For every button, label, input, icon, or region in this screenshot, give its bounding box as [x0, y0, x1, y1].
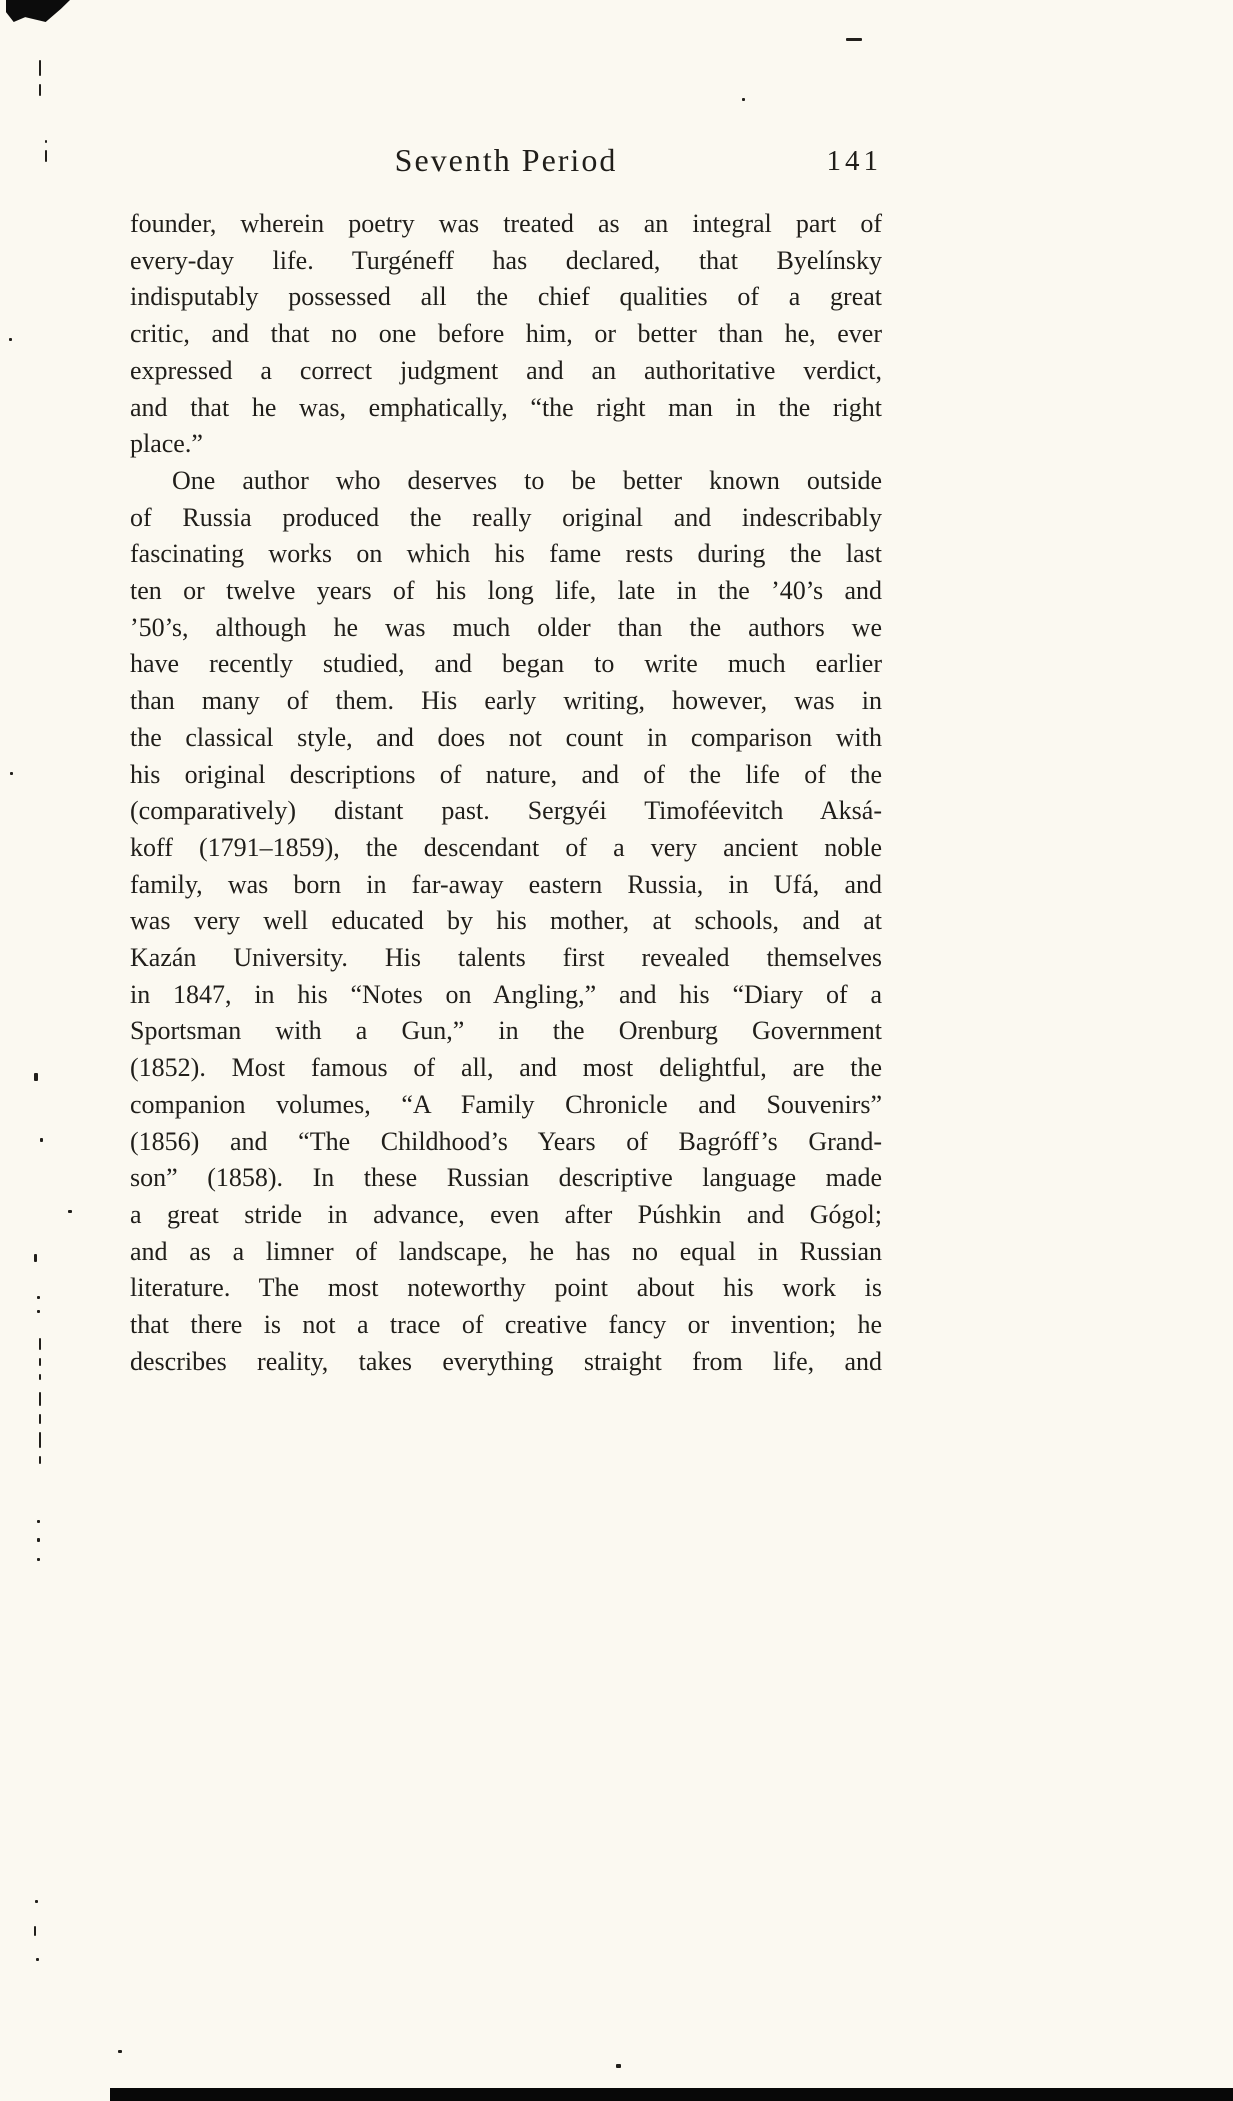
scan-mark — [39, 1338, 41, 1350]
scan-mark — [10, 772, 13, 775]
scan-artifact-bottom-bar — [110, 2088, 1233, 2101]
scan-mark — [34, 1254, 37, 1262]
text-line: founder, wherein poetry was treated as an integral part of — [130, 209, 882, 238]
text-line: a great stride in advance, even after Púshkin and Gógol; — [130, 1199, 882, 1229]
scan-mark — [9, 338, 12, 341]
scan-mark — [34, 1073, 38, 1081]
text-line: ’50’s, although he was much older than the authors we — [130, 612, 882, 642]
scan-mark — [118, 2050, 122, 2053]
scan-mark — [37, 1296, 40, 1299]
text-line: literature. The most noteworthy point about his work is — [130, 1273, 882, 1303]
scan-mark — [40, 1138, 43, 1142]
scan-mark — [34, 1926, 36, 1936]
scan-mark — [37, 1538, 40, 1542]
running-title: Seventh Period — [394, 142, 618, 178]
scan-mark — [742, 98, 745, 101]
scan-mark — [39, 1456, 41, 1464]
scan-mark — [39, 1432, 41, 1448]
scan-mark — [39, 60, 41, 76]
scan-mark — [846, 38, 862, 41]
text-line: companion volumes, “A Family Chronicle and Souvenirs” — [130, 1089, 882, 1119]
scan-mark — [68, 1210, 72, 1213]
text-line: and as a limner of landscape, he has no equal in Russian — [130, 1236, 882, 1266]
scan-artifact-blob — [6, 0, 70, 22]
scan-mark — [37, 1558, 40, 1561]
scan-mark — [35, 1900, 38, 1903]
text-line: ten or twelve years of his long life, late in the ’40’s and — [130, 576, 882, 606]
text-line: koff (1791–1859), the descendant of a very ancient noble — [130, 832, 882, 862]
text-line: (1856) and “The Childhood’s Years of Bagróff’s Grand- — [130, 1126, 882, 1156]
scan-mark — [37, 1310, 40, 1313]
text-line: every-day life. Turgéneff has declared, that Byelínsky — [130, 245, 882, 275]
paragraph — [130, 206, 882, 463]
page-number: 141 — [826, 145, 882, 177]
text-line: son” (1858). In these Russian descriptive language made — [130, 1163, 882, 1193]
body-text — [130, 206, 882, 1381]
scan-mark — [39, 1392, 41, 1406]
scan-mark — [45, 150, 47, 162]
text-line: family, was born in far-away eastern Russia, in Ufá, and — [130, 869, 882, 899]
page-header — [130, 142, 882, 186]
text-line: the classical style, and does not count in comparison with — [130, 722, 882, 752]
scan-mark — [37, 1520, 40, 1523]
text-line: fascinating works on which his fame rests during the last — [130, 539, 882, 569]
text-line: (comparatively) distant past. Sergyéi Timoféevitch Aksá- — [130, 796, 882, 826]
text-line: critic, and that no one before him, or better than he, ever — [130, 319, 882, 349]
scan-mark — [39, 1374, 41, 1380]
text-line: have recently studied, and began to write much earlier — [130, 649, 882, 679]
scan-mark — [39, 84, 41, 96]
text-line: Kazán University. His talents first revealed themselves — [130, 943, 882, 973]
text-line: than many of them. His early writing, however, was in — [130, 686, 882, 716]
scan-mark — [616, 2064, 621, 2068]
text-line: and that he was, emphatically, “the right man in the right — [130, 392, 882, 422]
text-line: his original descriptions of nature, and of the life of the — [130, 759, 882, 789]
text-line: that there is not a trace of creative fancy or invention; he — [130, 1310, 882, 1340]
text-line: of Russia produced the really original and indescribably — [130, 502, 882, 532]
scan-mark — [39, 1414, 41, 1424]
text-line: place.” — [130, 429, 203, 459]
scan-mark — [36, 1958, 39, 1961]
scan-mark — [45, 140, 47, 143]
scan-mark — [39, 1358, 41, 1366]
text-line: (1852). Most famous of all, and most delightful, are the — [130, 1053, 882, 1083]
text-line: Sportsman with a Gun,” in the Orenburg Government — [130, 1016, 882, 1046]
text-line: indisputably possessed all the chief qualities of a great — [130, 282, 882, 312]
text-line: describes reality, takes everything straight from life, and — [130, 1346, 882, 1376]
text-line: expressed a correct judgment and an authoritative verdict, — [130, 355, 882, 385]
paragraph — [130, 463, 882, 1381]
text-line: in 1847, in his “Notes on Angling,” and his “Diary of a — [130, 979, 882, 1009]
text-line: One author who deserves to be better known outside — [172, 465, 882, 495]
text-line: was very well educated by his mother, at schools, and at — [130, 906, 882, 936]
